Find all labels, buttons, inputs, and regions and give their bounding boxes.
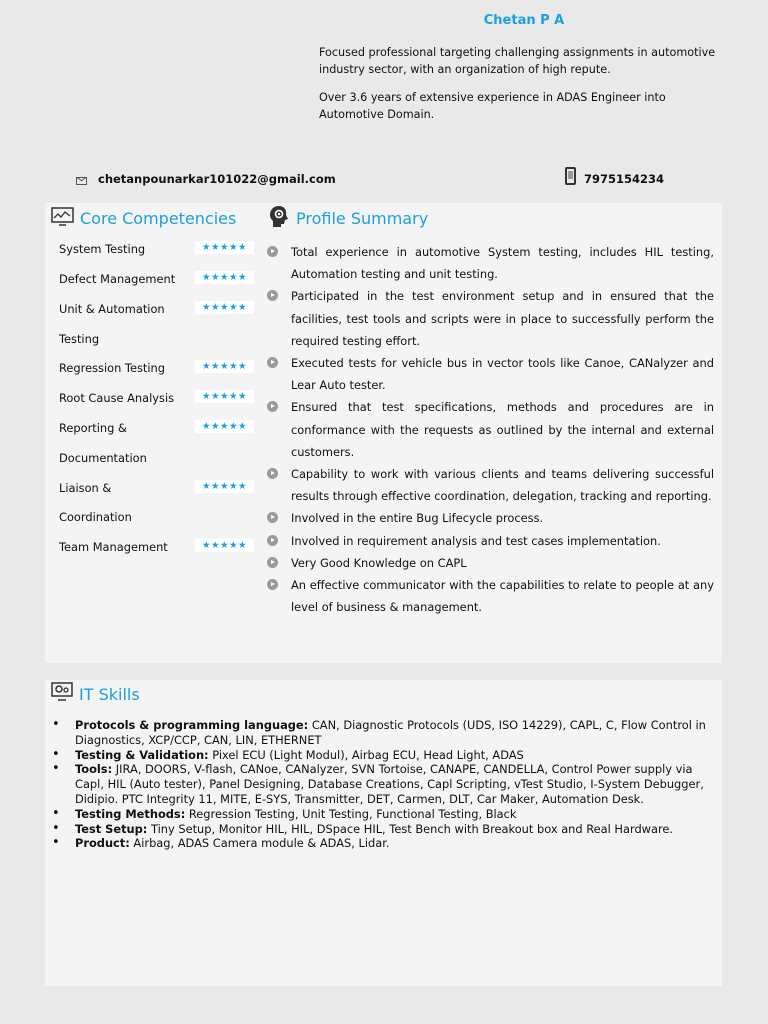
skill-label: Product: [75,836,130,851]
play-bullet-icon [267,535,278,546]
competency-label-cont: Documentation [59,451,147,465]
summary-text: Capability to work with various clients and teams delivering successful results through effective coordination, delegation, tracking and reporting. [291,467,714,504]
skill-text: Airbag, ADAS Camera module & ADAS, Lidar. [129,836,390,851]
phone-text[interactable]: 7975154234 [584,172,665,186]
it-skills-heading [51,682,140,706]
phone-icon [565,167,576,185]
skill-item [52,836,712,851]
summary-text: Ensured that test specifications, methods and procedures are in conformance with the requests as outlined by the internal and external customers. [291,400,714,459]
competency-label: Root Cause Analysis [59,391,175,405]
play-bullet-icon [267,557,278,568]
core-competencies-title: Core Competencies [80,209,237,228]
chart-monitor-icon [51,207,74,230]
rating-stars: ★★★★★ [195,271,254,284]
rating-stars: ★★★★★ [195,241,254,254]
play-bullet-icon [267,357,278,368]
objective [319,44,721,134]
summary-item [267,574,714,618]
rating-stars: ★★★★★ [195,360,254,373]
skill-item [52,718,712,748]
summary-item [267,285,714,352]
competency-label-cont: Testing [59,332,100,346]
skill-text: Tiny Setup, Monitor HIL, HIL, DSpace HIL, Test Bench with Breakout box and Real Hardware. [147,821,674,836]
skill-item [52,822,712,837]
summary-text: An effective communicator with the capabilities to relate to people at any level of business & management. [291,578,714,615]
competency-label: Liaison & [59,481,112,495]
skill-text: Pixel ECU (Light Modul), Airbag ECU, Head Light, ADAS [208,747,524,762]
skill-label: Test Setup: [75,821,148,836]
summary-item [267,552,714,574]
competency-label: Team Management [59,540,168,554]
it-skills-title: IT Skills [79,684,140,704]
competency-label-cont: Coordination [59,510,132,524]
competency-label: Reporting & [59,421,127,435]
competency-label: System Testing [59,242,146,256]
skill-item [52,762,712,806]
summary-text: Total experience in automotive System testing, includes HIL testing, Automation testing and unit testing. [291,245,714,282]
skill-item [52,807,712,822]
play-bullet-icon [267,246,278,257]
summary-text: Participated in the test environment setup and in ensured that the facilities, test tools and scripts were in place to successfully perform the required testing effort. [291,289,714,348]
objective-line: Focused professional targeting challenging assignments in automotive industry sector, with an organization of high repute. [319,46,716,76]
rating-stars: ★★★★★ [195,390,254,403]
core-competencies-heading [51,207,236,230]
rating-stars: ★★★★★ [195,480,254,493]
skill-text: JIRA, DOORS, V-flash, CANoe, CANalyzer, SVN Tortoise, CANAPE, CANDELLA, Control Power supply via Capl, HIL (Auto tester), Panel Designing, Database Creations, Capl Scripting, vTest Studio, I-System Debugger, Didipio. PTC Integrity 11, MITE, E-SYS, Transmitter, DET, Carmen, DLT, Car Maker, Automation Desk. [75,762,704,806]
email-contact [76,172,336,186]
skill-label: Protocols & programming language: [75,718,309,732]
play-bullet-icon [267,290,278,301]
computer-gear-icon [51,682,73,706]
profile-summary-heading [269,205,428,232]
play-bullet-icon [267,401,278,412]
profile-summary-title: Profile Summary [296,209,429,228]
competency-label: Defect Management [59,272,176,286]
objective-line: Over 3.6 years of extensive experience in ADAS Engineer into Automotive Domain. [319,91,666,121]
skill-item [52,748,712,763]
it-skills-list [52,718,712,851]
summary-text: Involved in requirement analysis and test cases implementation. [291,533,661,548]
candidate-name: Chetan P A [483,13,565,28]
skill-text: CAN, Diagnostic Protocols (UDS, ISO 14229), CAPL, C, Flow Control in Diagnostics, XCP/CCP, CAN, LIN, ETHERNET [75,718,706,747]
summary-item [267,352,714,396]
play-bullet-icon [267,579,278,590]
head-gear-icon [269,205,290,232]
summary-text: Involved in the entire Bug Lifecycle process. [291,511,544,526]
rating-stars: ★★★★★ [195,539,254,552]
rating-stars: ★★★★★ [195,301,254,314]
summary-item [267,396,714,463]
competency-label: Unit & Automation [59,302,165,316]
summary-item [267,463,714,507]
play-bullet-icon [267,512,278,523]
skill-label: Tools: [75,762,113,777]
email-text[interactable]: chetanpounarkar101022@gmail.com [98,172,336,186]
skill-text: Regression Testing, Unit Testing, Functional Testing, Black [185,806,517,821]
play-bullet-icon [267,468,278,479]
phone-contact [565,172,664,186]
summary-item [267,507,714,529]
summary-item [267,530,714,552]
summary-text: Very Good Knowledge on CAPL [291,555,467,570]
rating-stars: ★★★★★ [195,420,254,433]
profile-summary-list [267,241,714,618]
skill-label: Testing Methods: [75,806,186,821]
summary-item [267,241,714,285]
mail-icon [76,177,87,185]
competency-label: Regression Testing [59,361,165,375]
skill-label: Testing & Validation: [75,747,209,762]
summary-text: Executed tests for vehicle bus in vector tools like Canoe, CANalyzer and Lear Auto tester. [291,356,714,393]
